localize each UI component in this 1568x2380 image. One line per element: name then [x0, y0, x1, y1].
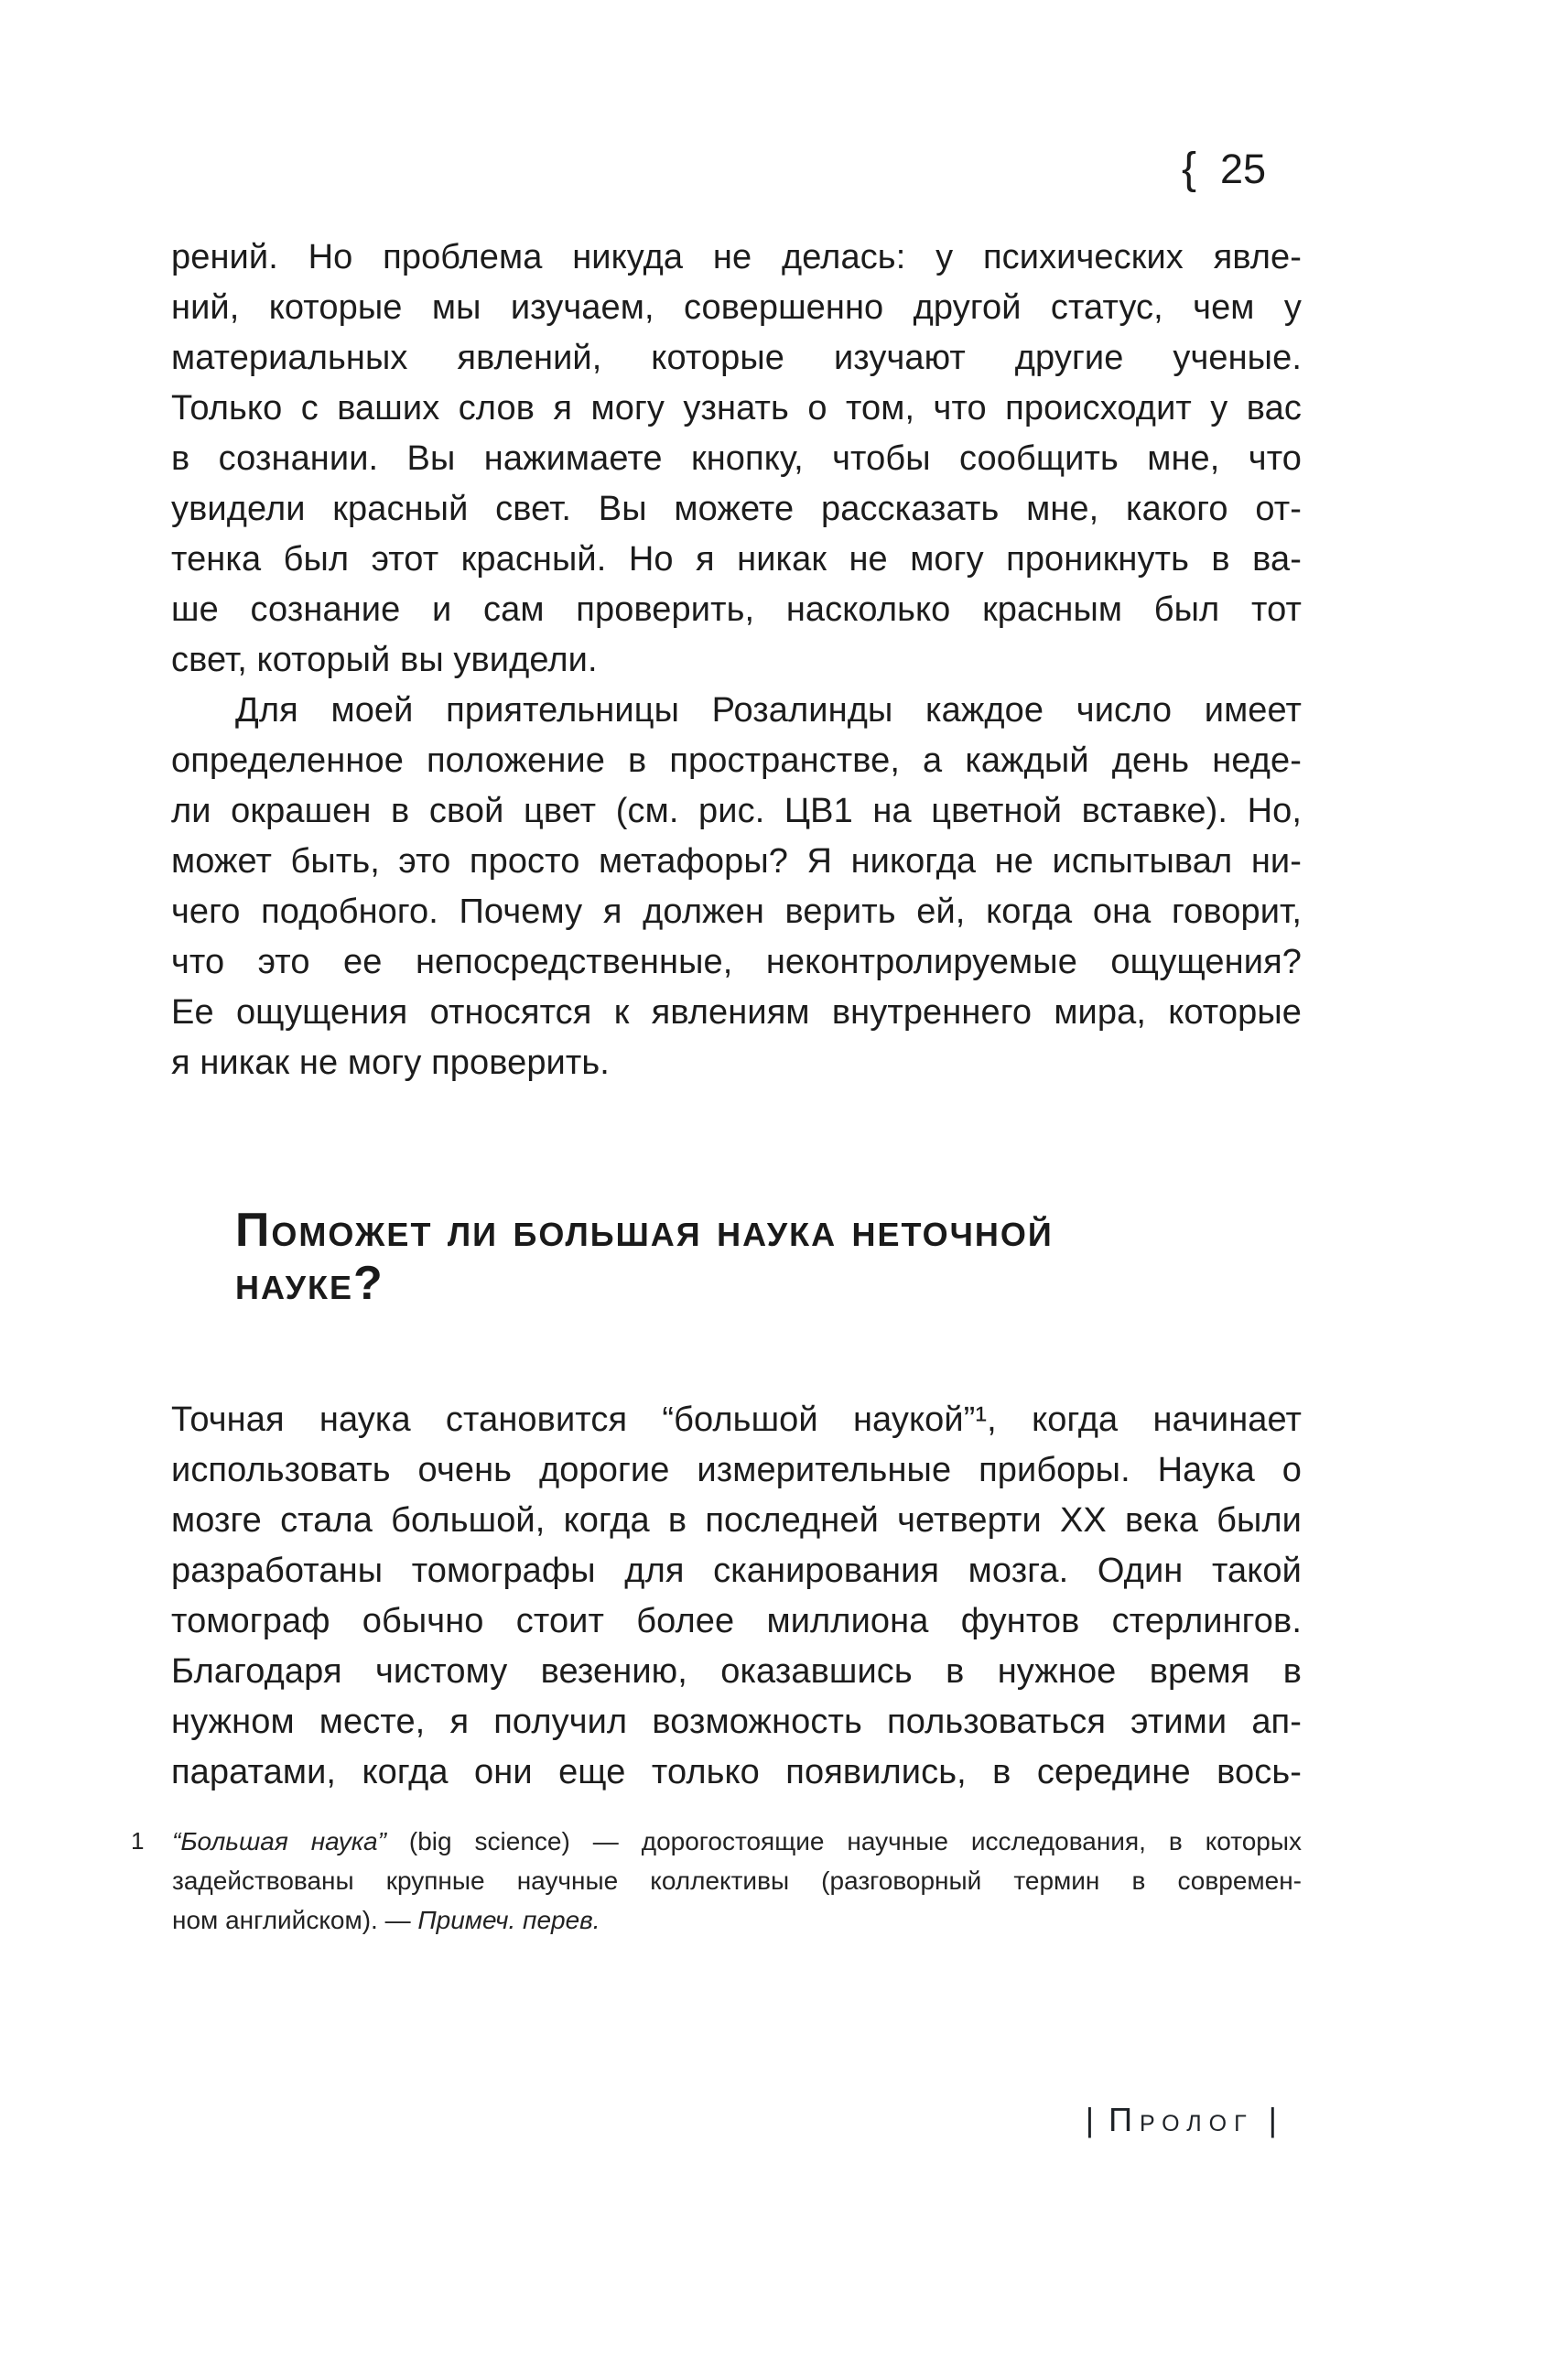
text-line: Точная наука становится “большой наукой”¹, когда начинает	[171, 1401, 1302, 1439]
text-line: рений. Но проблема никуда не делась: у психических явле-	[171, 238, 1302, 276]
text-line: определенное положение в пространстве, а каждый день неде-	[171, 741, 1302, 780]
text-line: свет, который вы увидели.	[171, 641, 598, 679]
text-line: мозге стала большой, когда в последней четверти XX века были	[171, 1501, 1302, 1540]
footnote-italic-text: Примеч. перев.	[417, 1906, 600, 1934]
text-line: разработаны томографы для сканирования мозга. Один такой	[171, 1552, 1302, 1590]
body-text-block	[171, 233, 1302, 1088]
text-line: тенка был этот красный. Но я никак не могу проникнуть в ва-	[171, 540, 1302, 579]
text-line: увидели красный свет. Вы можете рассказать мне, какого от-	[171, 490, 1302, 528]
text-line: ли окрашен в свой цвет (см. рис. ЦВ1 на цветной вставке). Но,	[171, 792, 1302, 830]
footer-separator-right: |	[1268, 2101, 1277, 2138]
text-line: чего подобного. Почему я должен верить ей, когда она говорит,	[171, 892, 1302, 931]
footnote-line	[172, 1861, 1302, 1900]
text-line: может быть, это просто метафоры? Я никогда не испытывал ни-	[171, 842, 1302, 881]
text-line: я никак не могу проверить.	[171, 1044, 610, 1082]
page-footer	[1086, 2101, 1277, 2139]
text-line: материальных явлений, которые изучают другие ученые.	[171, 339, 1302, 377]
footnote-line	[172, 1822, 1302, 1861]
footnote-text: (big science) — дорогостоящие научные исследования, в которых	[385, 1827, 1302, 1855]
text-line: томограф обычно стоит более миллиона фунтов стерлингов.	[171, 1602, 1302, 1640]
text-line: использовать очень дорогие измерительные приборы. Наука о	[171, 1451, 1302, 1489]
footnote-line	[172, 1900, 1302, 1940]
page-number-brace: {	[1182, 145, 1197, 193]
heading-line: науке?	[235, 1257, 384, 1310]
text-line: Только с ваших слов я могу узнать о том, что происходит у вас	[171, 389, 1302, 427]
text-line: что это ее непосредственные, неконтролируемые ощущения?	[171, 943, 1302, 981]
footnote-text: задействованы крупные научные коллективы (разговорный термин в современ-	[172, 1866, 1302, 1895]
footer-title: Пролог	[1108, 2101, 1254, 2138]
text-line: Ее ощущения относятся к явлениям внутреннего мира, которые	[171, 993, 1302, 1032]
heading-line: Поможет ли большая наука неточной	[235, 1204, 1054, 1257]
text-line: ний, которые мы изучаем, совершенно другой статус, чем у	[171, 288, 1302, 327]
page-number	[1182, 146, 1266, 192]
text-line: в сознании. Вы нажимаете кнопку, чтобы сообщить мне, что	[171, 439, 1302, 478]
footer-separator-left: |	[1085, 2101, 1095, 2138]
text-line: Для моей приятельницы Розалинды каждое число имеет	[235, 691, 1302, 730]
footnote	[131, 1822, 1302, 1940]
text-line: паратами, когда они еще только появились, в середине вось-	[171, 1753, 1302, 1791]
text-line: нужном месте, я получил возможность пользоваться этими ап-	[171, 1703, 1302, 1741]
footnote-italic-text: “Большая наука”	[172, 1827, 386, 1855]
footnote-body	[172, 1822, 1302, 1940]
section-heading	[171, 1204, 1302, 1310]
page-number-value: 25	[1220, 146, 1267, 192]
footnote-text: ном английском). —	[172, 1906, 418, 1934]
footnote-marker: 1	[131, 1827, 145, 1855]
text-line: ше сознание и сам проверить, насколько красным был тот	[171, 590, 1302, 629]
text-line: Благодаря чистому везению, оказавшись в нужное время в	[171, 1652, 1302, 1691]
section-text-block	[171, 1395, 1302, 1798]
